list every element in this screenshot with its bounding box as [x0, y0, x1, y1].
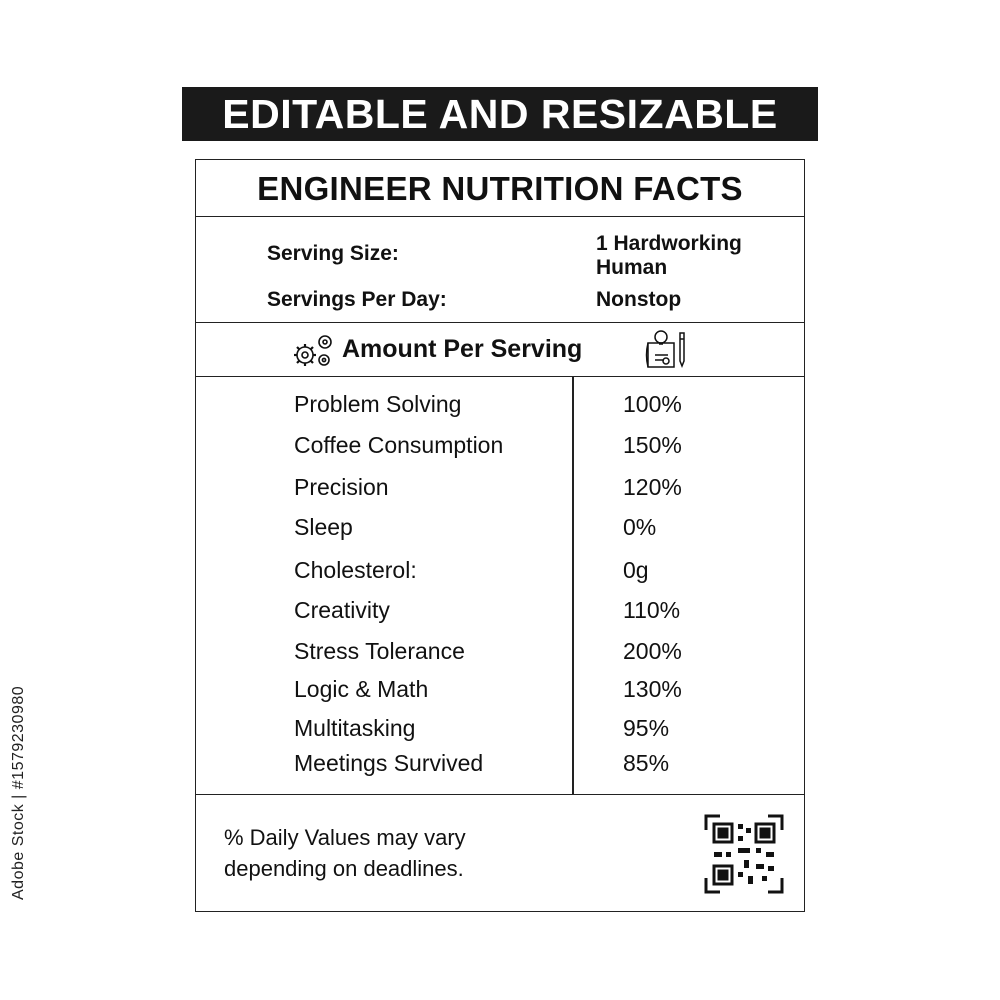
nutrient-value: 130%	[623, 676, 682, 702]
amount-header-row	[196, 322, 804, 377]
nutrient-name: Creativity	[294, 597, 390, 623]
servings-per-day-label: Servings Per Day:	[267, 288, 447, 311]
serving-size-label: Serving Size:	[267, 242, 399, 265]
nutrient-value: 0%	[623, 514, 657, 540]
nutrient-row	[196, 474, 804, 504]
nutrient-row	[196, 750, 804, 780]
nutrient-row	[196, 715, 804, 745]
gears-icon	[291, 330, 337, 370]
nutrient-name: Cholesterol:	[294, 557, 417, 583]
nutrient-row	[196, 557, 804, 587]
amount-header: Amount Per Serving	[342, 335, 583, 363]
nutrient-row	[196, 391, 804, 421]
nutrient-value: 100%	[623, 391, 682, 417]
nutrient-name: Precision	[294, 474, 389, 500]
label-title: ENGINEER NUTRITION FACTS	[196, 160, 804, 217]
nutrient-row	[196, 676, 804, 706]
banner: EDITABLE AND RESIZABLE	[182, 87, 818, 141]
servings-per-day-value: Nonstop	[596, 288, 682, 311]
footer-note: % Daily Values may vary depending on deadlines.	[224, 825, 466, 881]
nutrient-value: 150%	[623, 432, 682, 458]
nutrient-value: 200%	[623, 638, 682, 664]
nutrient-name: Sleep	[294, 514, 353, 540]
nutrient-row	[196, 638, 804, 668]
nutrient-name: Multitasking	[294, 715, 416, 741]
nutrition-label	[195, 159, 805, 912]
nutrient-name: Meetings Survived	[294, 750, 484, 776]
nutrient-row	[196, 432, 804, 462]
nutrients-table	[196, 376, 804, 795]
nutrient-row	[196, 597, 804, 627]
blueprint-icon	[644, 327, 690, 371]
nutrient-value: 95%	[623, 715, 670, 741]
nutrient-value: 0g	[623, 557, 649, 583]
side-credit: Adobe Stock | #1579230980	[10, 685, 27, 900]
serving-block	[196, 216, 804, 323]
nutrient-name: Logic & Math	[294, 676, 429, 702]
nutrient-value: 110%	[623, 597, 681, 623]
nutrient-name: Problem Solving	[294, 391, 462, 417]
serving-size-value: 1 Hardworking Human	[596, 232, 742, 279]
nutrient-row	[196, 514, 804, 544]
qr-code-icon	[704, 814, 784, 894]
nutrient-name: Coffee Consumption	[294, 432, 504, 458]
nutrient-value: 85%	[623, 750, 670, 776]
nutrient-value: 120%	[623, 474, 682, 500]
nutrient-name: Stress Tolerance	[294, 638, 465, 664]
